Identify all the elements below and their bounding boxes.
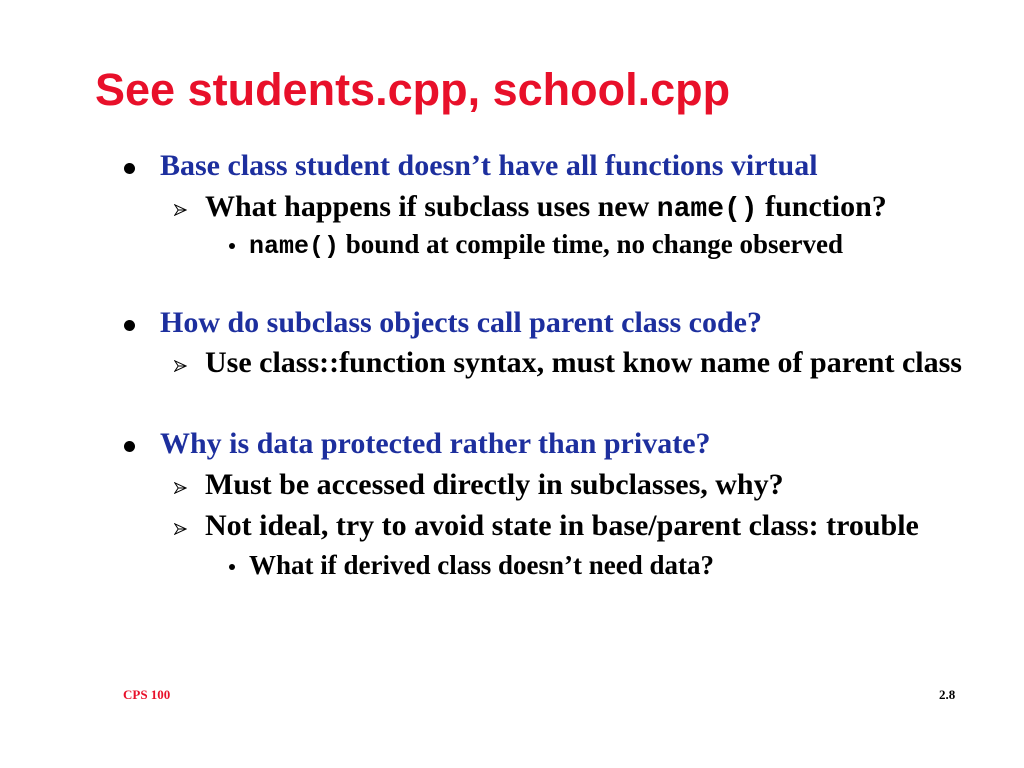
footer-course-label: CPS 100 — [123, 687, 171, 702]
small-dot-bullet-icon — [229, 564, 235, 570]
arrowhead-bullet-icon — [174, 482, 187, 494]
sub-bullet-text: function? — [757, 190, 887, 223]
arrowhead-bullet-icon — [174, 204, 187, 216]
bullet-item — [160, 151, 818, 181]
arrowhead-bullet-icon — [174, 360, 187, 372]
sub-bullet-text: Must be accessed directly in subclasses, why? — [205, 468, 784, 501]
sub-bullet-text: What happens if subclass uses new — [205, 190, 657, 223]
sub-bullet-item — [205, 192, 887, 224]
bullet-item — [160, 308, 762, 338]
filled-circle-bullet-icon — [124, 163, 135, 174]
sub-bullet-text: Not ideal, try to avoid state in base/parent class: trouble — [205, 509, 919, 542]
slide-title: See students.cpp, school.cpp — [95, 64, 731, 115]
filled-circle-bullet-icon — [124, 320, 135, 331]
bullet-item — [160, 429, 711, 459]
sub-sub-bullet-text: What if derived class doesn’t need data? — [249, 550, 714, 580]
bullet-text: Why is data protected rather than private? — [160, 427, 711, 460]
arrowhead-bullet-icon — [174, 523, 187, 535]
bullet-text: How do subclass objects call parent class code? — [160, 306, 762, 339]
code-snippet: name() — [249, 232, 340, 261]
sub-bullet-item — [205, 511, 919, 541]
sub-bullet-item — [205, 470, 784, 500]
sub-bullet-text: Use class::function syntax, must know name of parent class — [205, 346, 962, 379]
page-number: 2.8 — [939, 687, 956, 702]
sub-bullet-item — [205, 348, 962, 378]
bullet-text: Base class student doesn’t have all functions virtual — [160, 149, 818, 182]
sub-sub-bullet-item — [249, 231, 843, 259]
small-dot-bullet-icon — [229, 243, 235, 249]
sub-sub-bullet-item — [249, 552, 714, 579]
code-snippet: name() — [656, 194, 758, 225]
sub-sub-bullet-text: bound at compile time, no change observed — [339, 229, 844, 259]
filled-circle-bullet-icon — [124, 441, 135, 452]
